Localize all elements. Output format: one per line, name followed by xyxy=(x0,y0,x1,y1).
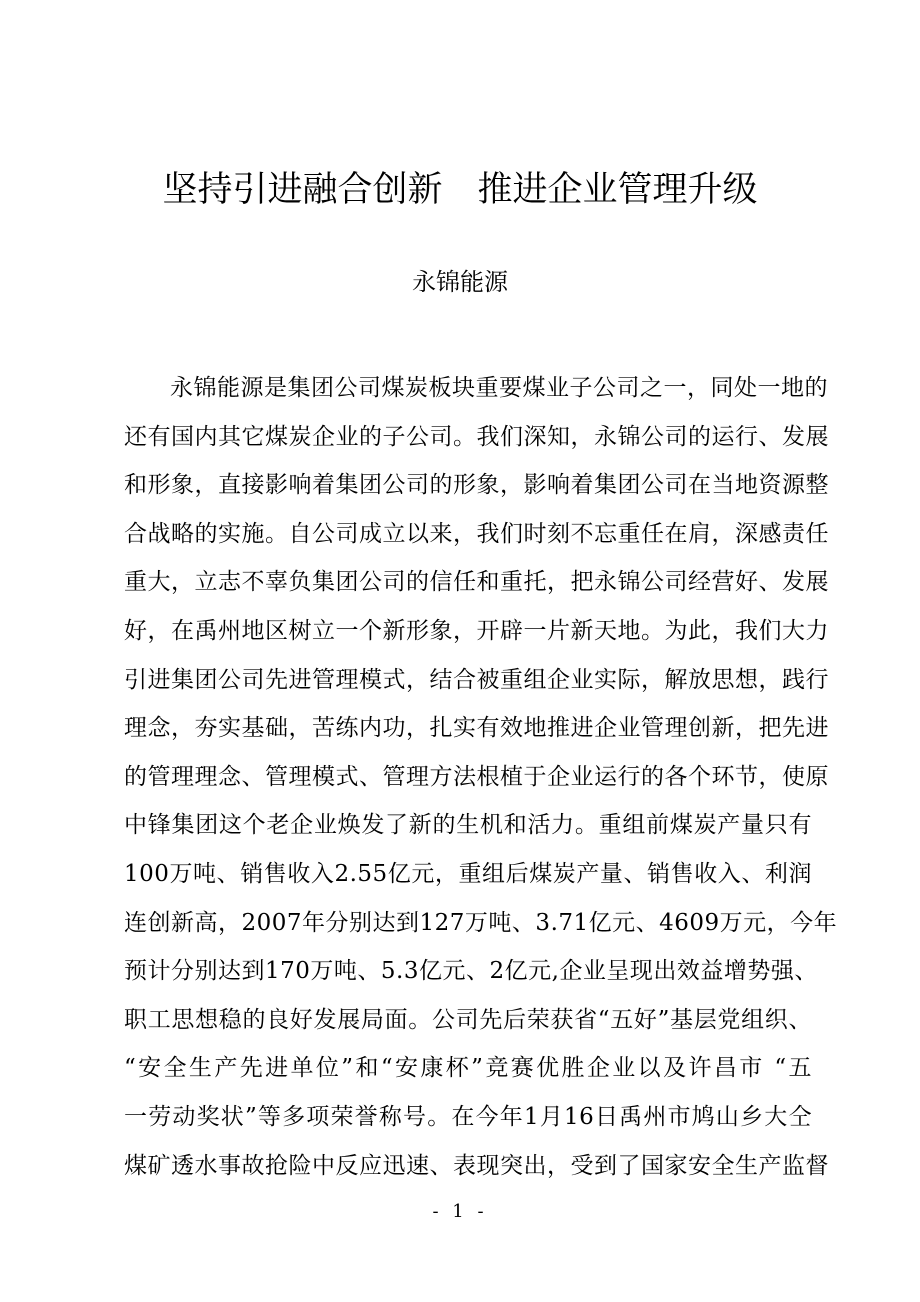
page-number: - 1 - xyxy=(432,1201,488,1222)
paragraph-line: 一劳动奖状”等多项荣誉称号。在今年1月16日禹州市鸠山乡大仝 xyxy=(124,1103,812,1130)
paragraph-line: 理念，夯实基础，苦练内功，扎实有效地推进企业管理创新，把先进 xyxy=(124,715,829,742)
paragraph-line: 预计分别达到170万吨、5.3亿元、2亿元,企业呈现出效益增势强、 xyxy=(124,958,818,985)
document-author: 永锦能源 xyxy=(412,268,508,296)
paragraph-line: 还有国内其它煤炭企业的子公司。我们深知，永锦公司的运行、发展 xyxy=(124,423,829,450)
paragraph-line: 煤矿透水事故抢险中反应迅速、表现突出，受到了国家安全生产监督 xyxy=(124,1152,829,1179)
paragraph-line: 好，在禹州地区树立一个新形象，开辟一片新天地。为此，我们大力 xyxy=(124,617,829,644)
paragraph-line: 永锦能源是集团公司煤炭板块重要煤业子公司之一，同处一地的 xyxy=(170,375,828,401)
paragraph-line: 合战略的实施。自公司成立以来，我们时刻不忘重任在肩，深感责任 xyxy=(124,520,829,547)
paragraph-line: 重大，立志不辜负集团公司的信任和重托，把永锦公司经营好、发展 xyxy=(124,569,829,596)
paragraph-line: 100万吨、销售收入2.55亿元，重组后煤炭产量、销售收入、利润 xyxy=(124,860,812,887)
paragraph-line: 中锋集团这个老企业焕发了新的生机和活力。重组前煤炭产量只有 xyxy=(124,812,812,839)
paragraph-line: “安全生产先进单位”和“安康杯”竞赛优胜企业以及许昌市 “五 xyxy=(124,1055,812,1082)
body-paragraph xyxy=(124,364,838,1190)
paragraph-line: 职工思想稳的良好发展局面。公司先后荣获省“五好”基层党组织、 xyxy=(124,1006,812,1033)
paragraph-line: 和形象，直接影响着集团公司的形象，影响着集团公司在当地资源整 xyxy=(124,472,829,499)
document-title: 坚持引进融合创新 推进企业管理升级 xyxy=(162,170,758,210)
paragraph-line: 引进集团公司先进管理模式，结合被重组企业实际，解放思想，践行 xyxy=(124,666,829,693)
paragraph-line: 连创新高，2007年分别达到127万吨、3.71亿元、4609万元，今年 xyxy=(124,909,838,936)
paragraph-line: 的管理理念、管理模式、管理方法根植于企业运行的各个环节，使原 xyxy=(124,763,829,790)
